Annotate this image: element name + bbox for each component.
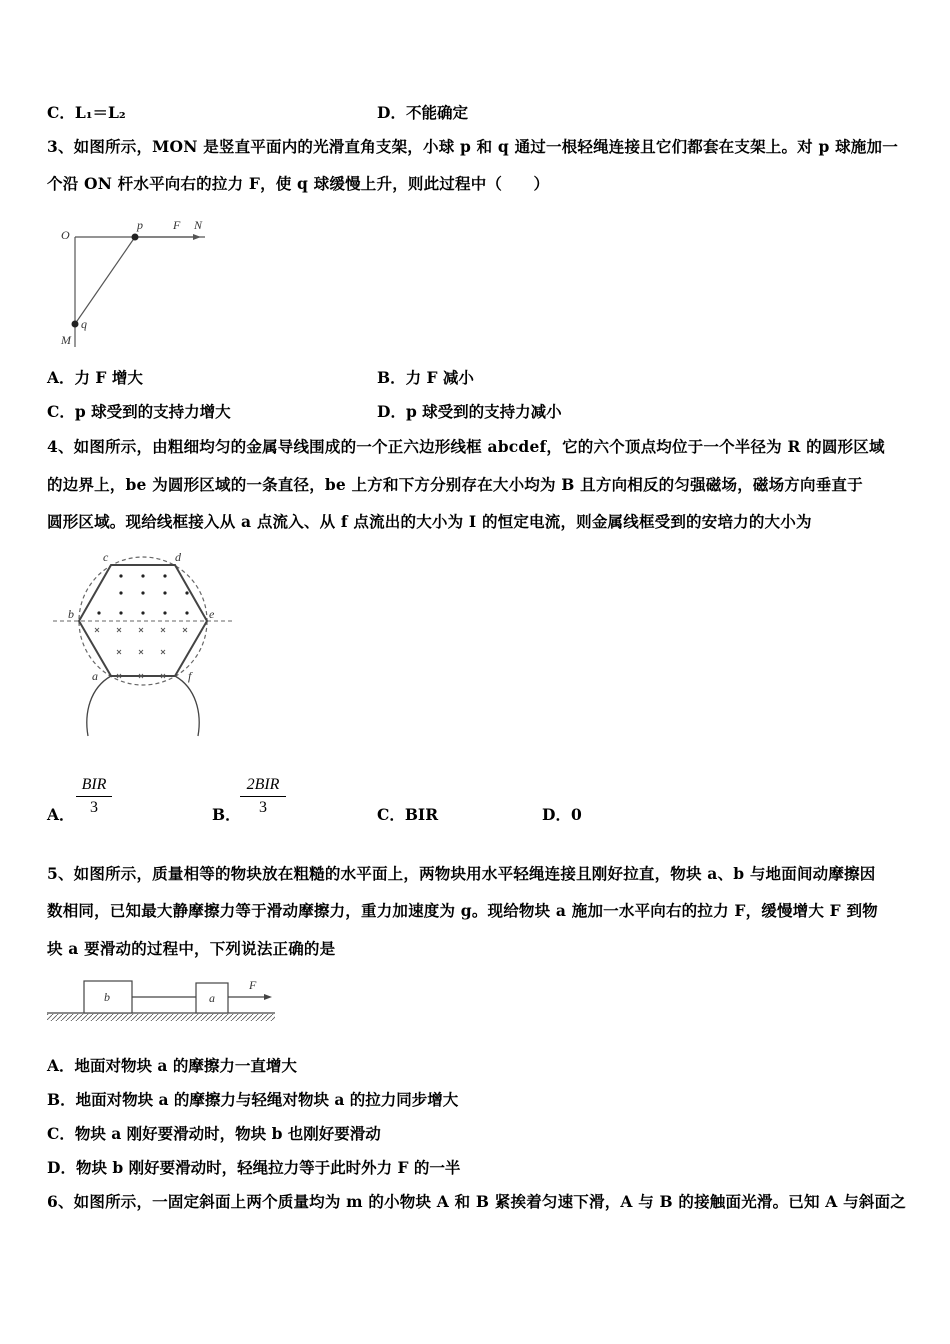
label-n: N xyxy=(194,218,203,232)
q5-option-c: C．物块 a 刚好要滑动时，物块 b 也刚好要滑动 xyxy=(47,1124,381,1143)
q5-figure xyxy=(47,975,279,1030)
ball-p xyxy=(132,234,139,241)
q5-stem-line-3: 块 a 要滑动的过程中，下列说法正确的是 xyxy=(47,939,336,958)
q6-stem-line-1: 6、如图所示，一固定斜面上两个质量均为 m 的小物块 A 和 B 紧挨着匀速下滑，A 与 B 的接触面光滑。已知 A 与斜面之 xyxy=(47,1192,906,1211)
label-c: c xyxy=(103,550,109,564)
q5-option-a: A．地面对物块 a 的摩擦力一直增大 xyxy=(47,1056,297,1075)
label-p: p xyxy=(137,218,143,232)
label-a: a xyxy=(92,669,98,683)
label-e: e xyxy=(209,607,215,621)
q5-option-b: B．地面对物块 a 的摩擦力与轻绳对物块 a 的拉力同步增大 xyxy=(47,1090,459,1109)
q5-option-d: D．物块 b 刚好要滑动时，轻绳拉力等于此时外力 F 的一半 xyxy=(47,1158,461,1177)
q3-option-c: C．p 球受到的支持力增大 xyxy=(47,402,231,421)
q4-option-c: C．BIR xyxy=(377,805,439,824)
label-b: b xyxy=(68,607,74,621)
ball-q xyxy=(72,321,79,328)
q4-stem-line-3: 圆形区域。现给线框接入从 a 点流入、从 f 点流出的大小为 I 的恒定电流，则金属线框受到的安培力的大小为 xyxy=(47,512,812,531)
q2-option-c: C．L₁＝L₂ xyxy=(47,103,126,122)
q3-option-a: A．力 F 增大 xyxy=(47,368,143,387)
q5-stem-line-1: 5、如图所示，质量相等的物块放在粗糙的水平面上，两物块用水平轻绳连接且刚好拉直，物块 a、b 与地面间动摩擦因 xyxy=(47,864,876,883)
q3-stem-line-1: 3、如图所示，MON 是竖直平面内的光滑直角支架，小球 p 和 q 通过一根轻绳连接且它们都套在支架上。对 p 球施加一 xyxy=(47,137,898,156)
q4-figure xyxy=(48,548,238,738)
label-b: b xyxy=(104,990,110,1004)
q4-option-b-fraction xyxy=(240,776,286,817)
q4-option-a-fraction xyxy=(76,776,112,817)
q2-option-d: D．不能确定 xyxy=(377,103,468,122)
field-dots xyxy=(97,574,188,614)
label-d: d xyxy=(175,550,181,564)
label-o: O xyxy=(61,228,70,242)
q4-option-d: D．0 xyxy=(542,805,582,824)
q4-stem-line-1: 4、如图所示，由粗细均匀的金属导线围成的一个正六边形线框 abcdef，它的六个顶点均位于一个半径为 R 的圆形区域 xyxy=(47,437,885,456)
q4-option-a-denominator: 3 xyxy=(90,799,98,816)
q5-stem-line-2: 数相同，已知最大静摩擦力等于滑动摩擦力，重力加速度为 g。现给物块 a 施加一水平向右的拉力 F，缓慢增大 F 到物 xyxy=(47,901,878,920)
q4-option-b-denominator: 3 xyxy=(259,799,267,816)
q4-option-a-numerator: BIR xyxy=(76,776,112,797)
q3-option-d: D．p 球受到的支持力减小 xyxy=(377,402,562,421)
label-m: M xyxy=(61,333,71,347)
label-f: F xyxy=(249,978,257,992)
q4-option-b-numerator: 2BIR xyxy=(240,776,286,797)
label-f: F xyxy=(173,218,181,232)
q3-option-b: B．力 F 减小 xyxy=(377,368,474,387)
label-q: q xyxy=(81,317,87,331)
label-a: a xyxy=(209,991,215,1005)
ground-hatch xyxy=(47,1014,275,1021)
label-f: f xyxy=(188,669,192,683)
q4-stem-line-2: 的边界上，be 为圆形区域的一条直径，be 上方和下方分别存在大小均为 B 且方向相反的匀强磁场，磁场方向垂直于 xyxy=(47,475,863,494)
q4-option-b-label: B． xyxy=(212,805,241,824)
q4-option-a-label: A． xyxy=(47,805,75,824)
q3-figure xyxy=(55,212,215,352)
force-arrow xyxy=(264,994,272,1000)
q3-stem-line-2: 个沿 ON 杆水平向右的拉力 F，使 q 球缓慢上升，则此过程中（ ） xyxy=(47,174,550,193)
